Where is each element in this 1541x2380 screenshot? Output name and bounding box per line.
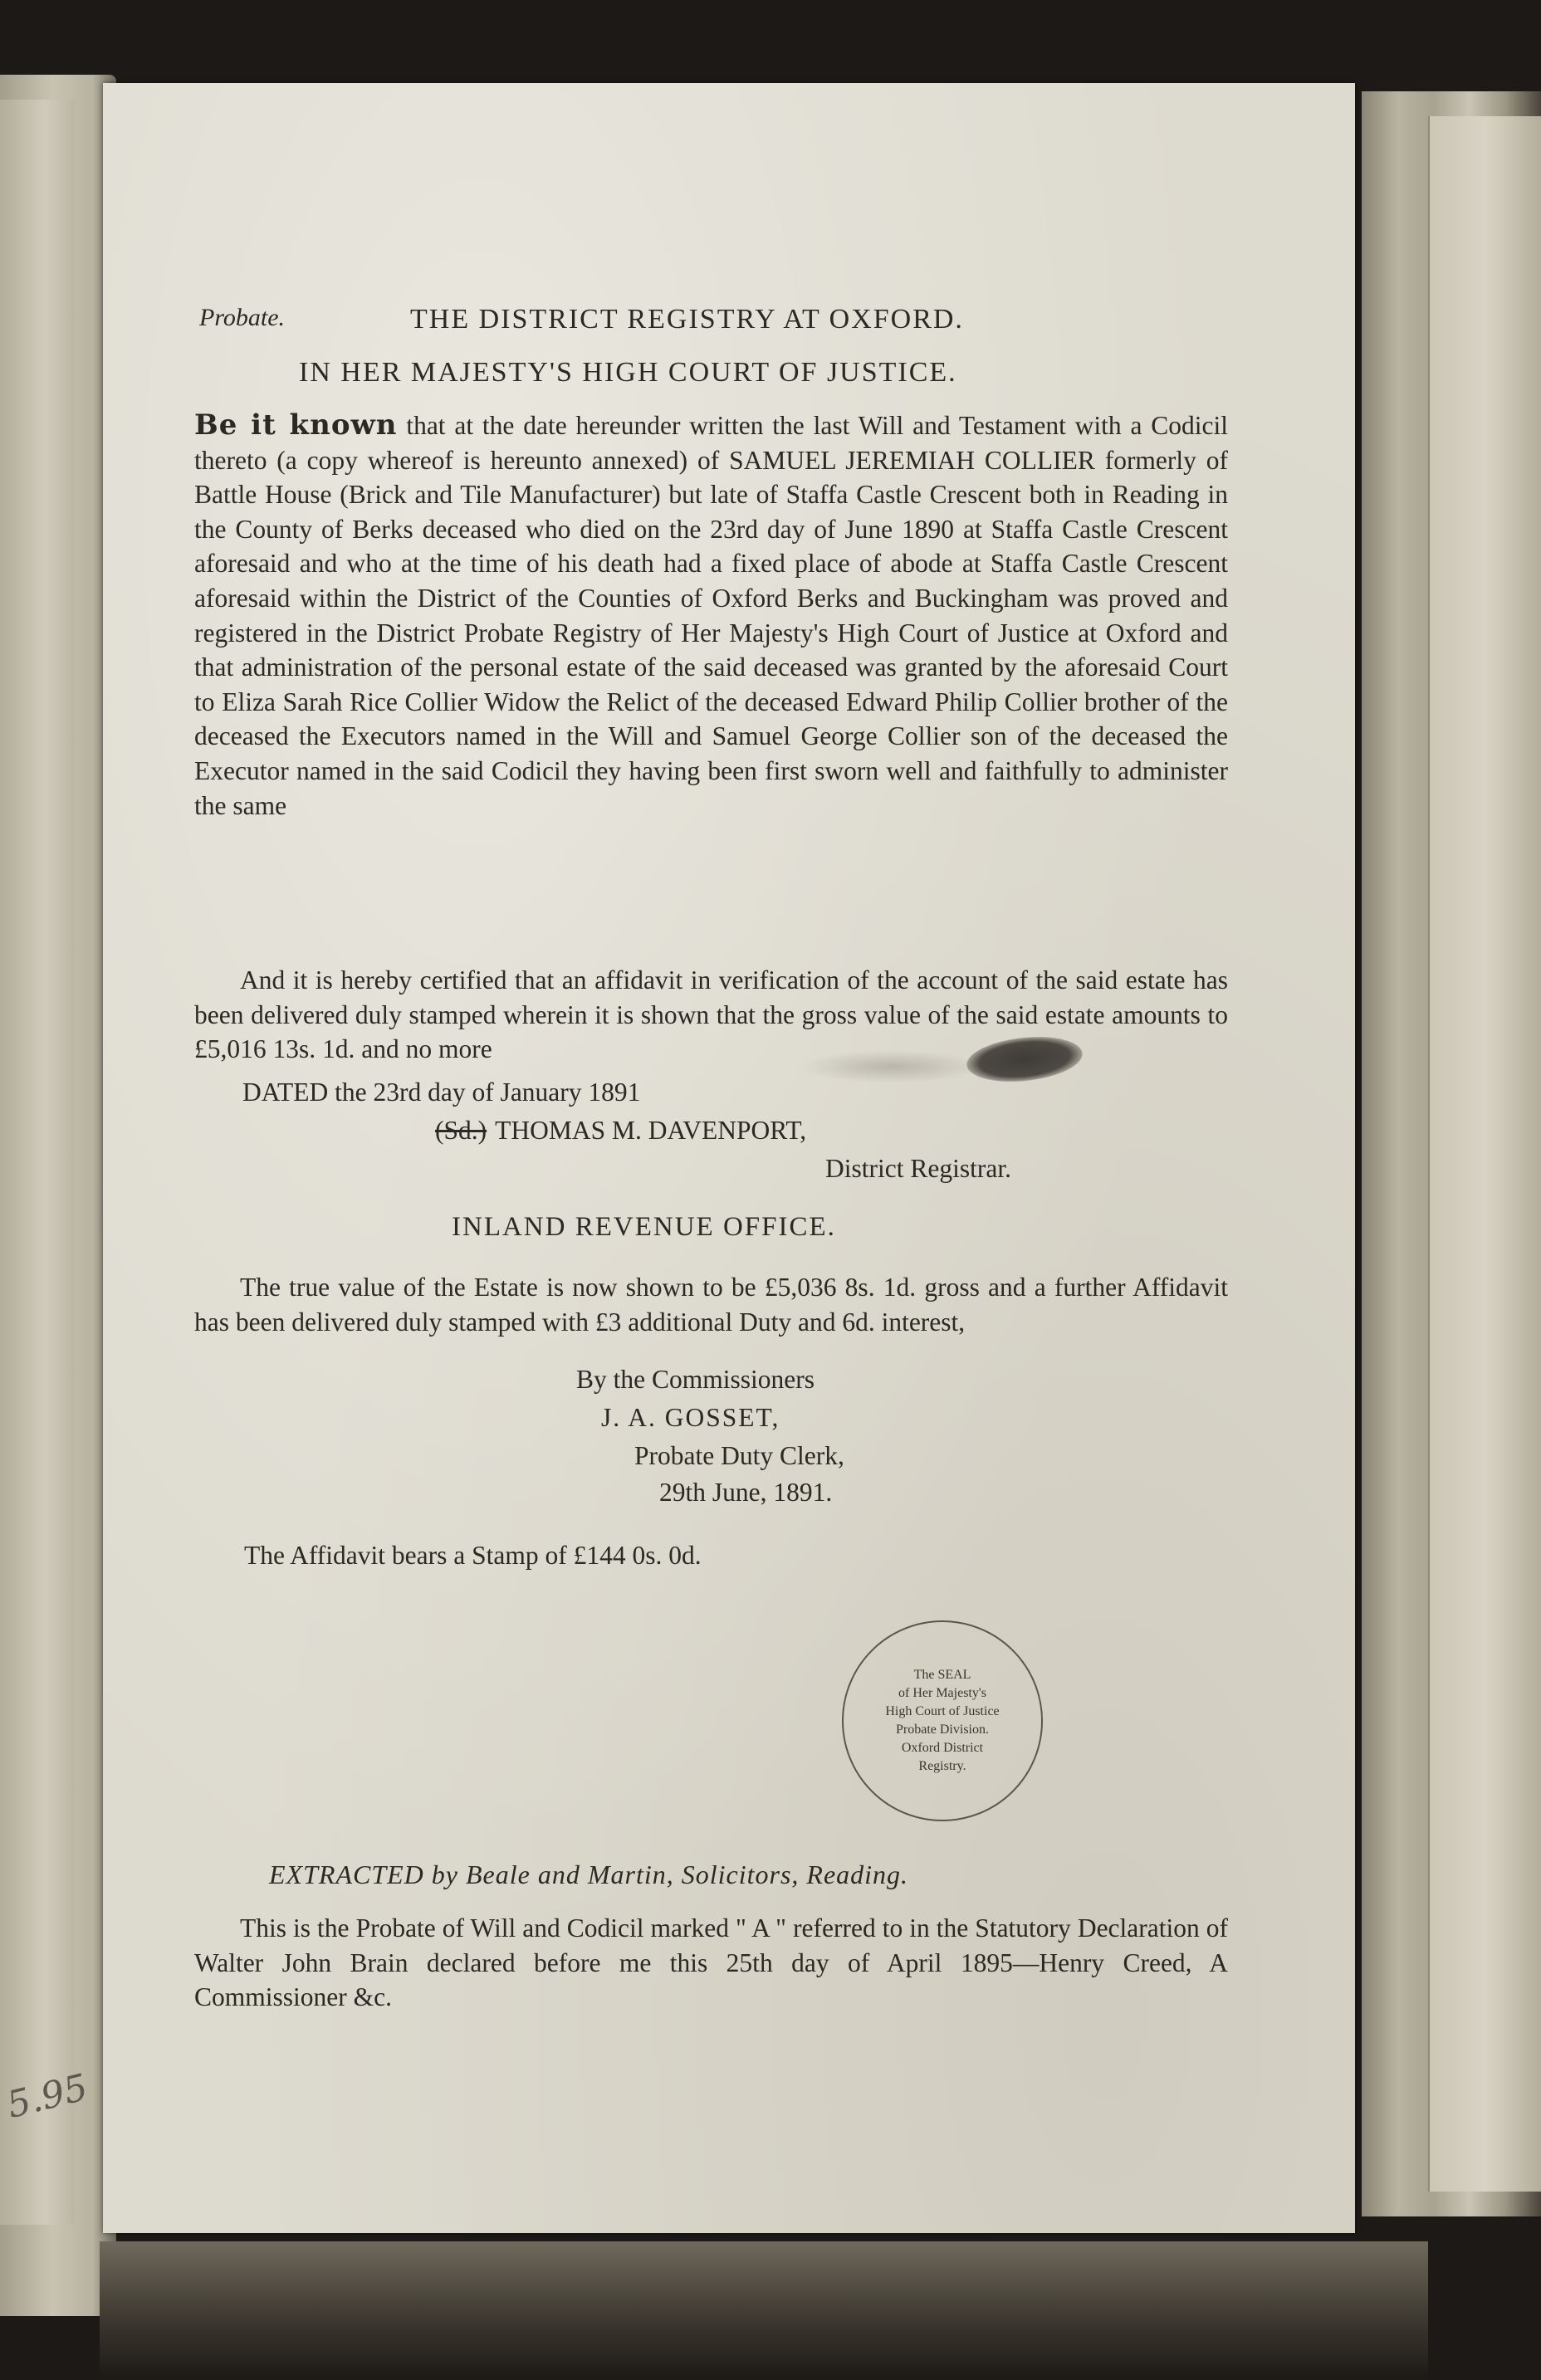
probate-document-page bbox=[103, 83, 1355, 2233]
signer-date: 29th June, 1891. bbox=[659, 1478, 833, 1507]
ink-smudge bbox=[800, 1050, 983, 1083]
by-commissioners: By the Commissioners bbox=[576, 1365, 815, 1394]
registry-heading: THE DISTRICT REGISTRY AT OXFORD. bbox=[410, 304, 964, 335]
seal-line: of Her Majesty's bbox=[898, 1686, 986, 1700]
registrar-name: THOMAS M. DAVENPORT, bbox=[495, 1116, 807, 1145]
stamp-line: The Affidavit bears a Stamp of £144 0s. 0d. bbox=[244, 1541, 702, 1570]
pencil-annotation: 5.95 bbox=[2, 2065, 92, 2128]
struck-signed-mark: (Sd.) bbox=[435, 1116, 487, 1145]
grant-text: that at the date hereunder written the last Will and Testament with a Codicil thereto (a copy whereof is hereunto annexed) of SAMUEL JEREMIAH COLLIER formerly of Battle House (Brick and Tile Manufacturer) but late of Staffa Castle Crescent both in Reading in the County of Berks deceased who died on the 23rd day of June 1890 at Staffa Castle Crescent aforesaid and who at the time of his death had a fixed place of abode at Staffa Castle Crescent aforesaid within the District of the Counties of Oxford Berks and Buckingham was proved and registered in the District Probate Registry of Her Majesty's High Court of Justice at Oxford and that administration of the personal estate of the said deceased was granted by the aforesaid Court to Eliza Sarah Rice Collier Widow the Relict of the deceased Edward Philip Collier brother of the deceased the Executors named in the Will and Samuel George Collier son of the deceased the Executor named in the said Codicil they having been first sworn well and faithfully to administer the same bbox=[194, 411, 1229, 820]
right-page-edge bbox=[1428, 116, 1541, 2192]
affidavit-paragraph: And it is hereby certified that an affidavit in verification of the account of the said estate has been delivered duly stamped wherein it is shown that the gross value of the said estate amounts to £5,016 13s. 1d. and no more bbox=[194, 965, 1228, 1064]
grant-lead: Be it known bbox=[194, 408, 398, 442]
signer-name: J. A. GOSSET, bbox=[601, 1403, 780, 1432]
registrar-title: District Registrar. bbox=[825, 1154, 1011, 1183]
probate-label: Probate. bbox=[199, 304, 286, 331]
court-heading: IN HER MAJESTY'S HIGH COURT OF JUSTICE. bbox=[299, 357, 957, 388]
binding-shadow bbox=[100, 2241, 1428, 2380]
court-seal bbox=[842, 1620, 1043, 1821]
signer-title: Probate Duty Clerk, bbox=[634, 1441, 844, 1470]
grant-paragraph bbox=[194, 408, 1228, 823]
declaration-note: This is the Probate of Will and Codicil marked " A " referred to in the Statutory Declaration of Walter John Brain declared before me this 25th day of April 1895—Henry Creed, A Commissioner &c. bbox=[194, 1913, 1228, 2012]
seal-line: The SEAL bbox=[913, 1668, 971, 1682]
seal-line: Registry. bbox=[918, 1759, 966, 1773]
extracted-by-line: EXTRACTED by Beale and Martin, Solicitors, Reading. bbox=[269, 1860, 909, 1889]
seal-line: High Court of Justice bbox=[885, 1704, 1000, 1718]
inland-revenue-paragraph: The true value of the Estate is now shown to be £5,036 8s. 1d. gross and a further Affidavit has been delivered duly stamped with £3 additional Duty and 6d. interest, bbox=[194, 1273, 1228, 1337]
registrar-signature bbox=[435, 1116, 806, 1146]
left-page-fold bbox=[0, 100, 75, 2225]
inland-revenue-heading: INLAND REVENUE OFFICE. bbox=[452, 1212, 836, 1242]
dated-line: DATED the 23rd day of January 1891 bbox=[242, 1078, 641, 1107]
seal-line: Oxford District bbox=[901, 1741, 984, 1755]
seal-line: Probate Division. bbox=[896, 1723, 989, 1737]
